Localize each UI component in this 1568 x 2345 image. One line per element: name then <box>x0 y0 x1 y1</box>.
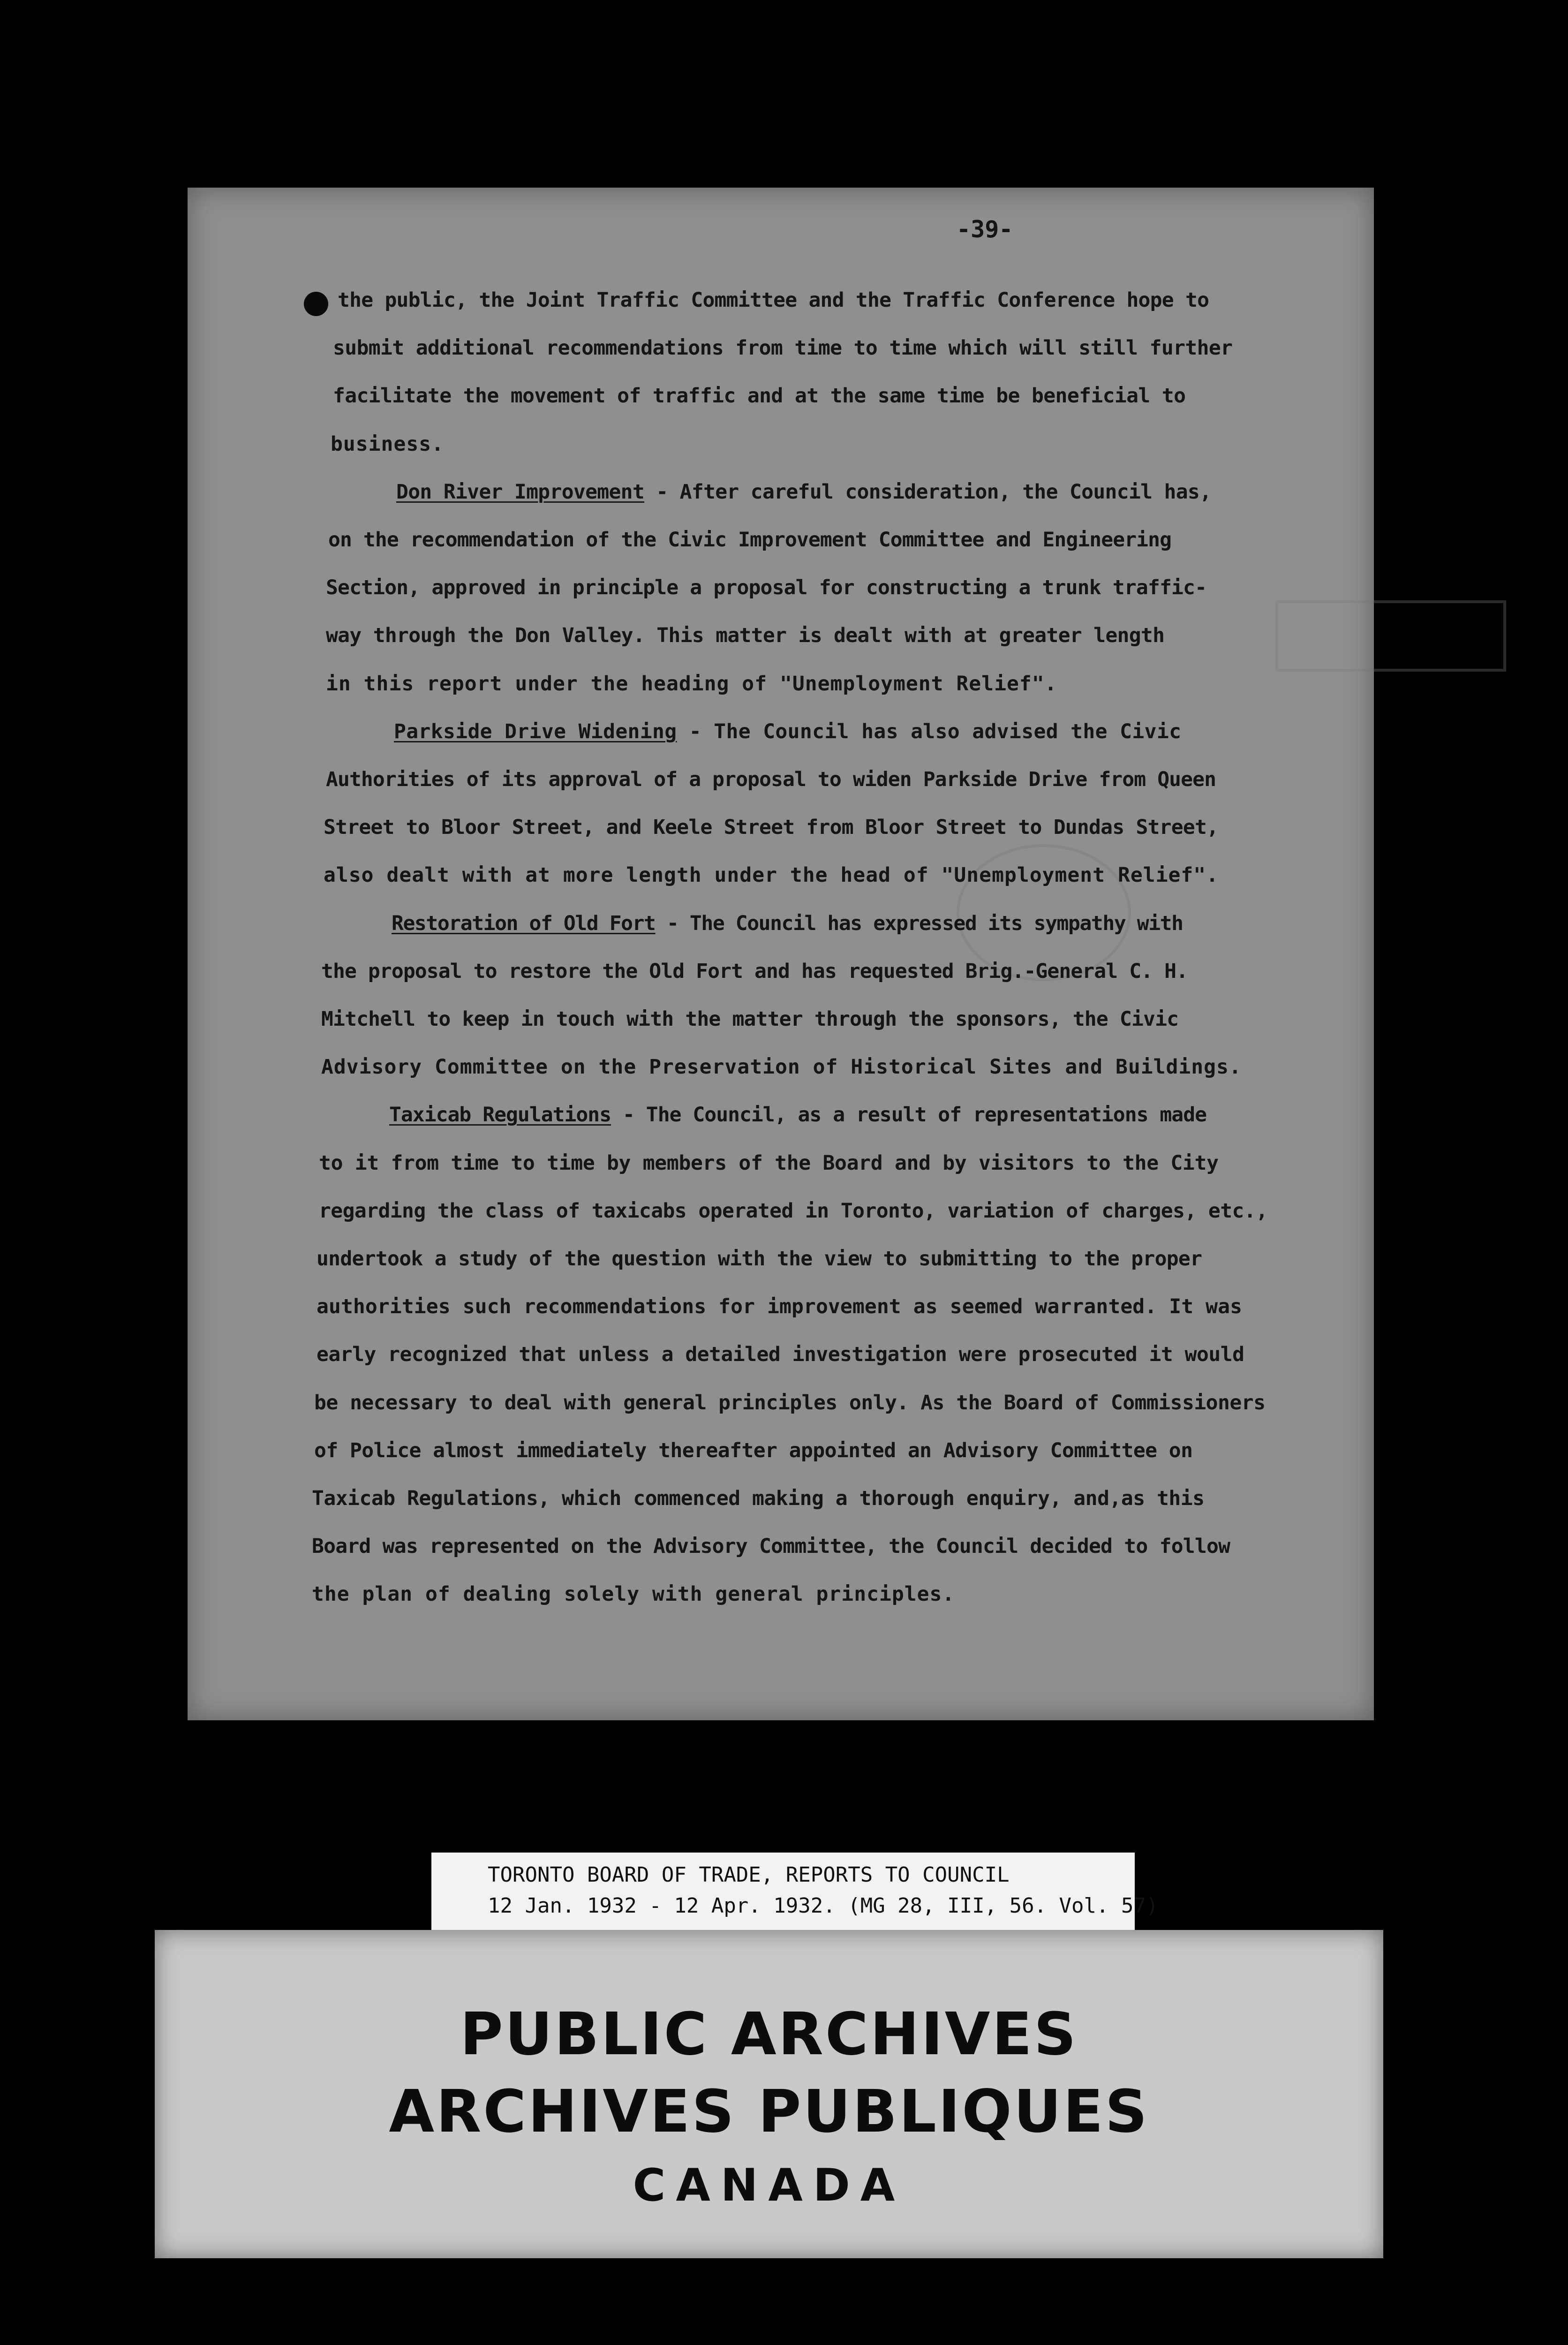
text-line <box>317 1247 1202 1271</box>
text-segment: - The Council has also advised the Civic <box>677 719 1182 743</box>
text-line <box>333 384 1185 408</box>
text-line <box>312 1582 955 1606</box>
text-segment: facilitate the movement of traffic and at the same time be beneficial to <box>333 384 1186 408</box>
text-segment: the public, the Joint Traffic Committee and the Traffic Conference hope to <box>338 288 1209 312</box>
text-segment: - After careful consideration, the Council has, <box>644 480 1212 504</box>
text-line <box>319 1151 1219 1175</box>
text-segment: submit additional recommendations from time to time which will still further <box>333 336 1233 360</box>
text-segment: the plan of dealing solely with general principles. <box>312 1582 955 1606</box>
text-segment: Taxicab Regulations, which commenced making a thorough enquiry, and,as this <box>312 1487 1205 1510</box>
text-line <box>314 1391 1265 1415</box>
text-segment: in this report under the heading of "Unemployment Relief". <box>326 672 1057 696</box>
faint-stamp-mark <box>1275 600 1506 672</box>
text-segment: undertook a study of the question with the view to submitting to the proper <box>317 1247 1202 1271</box>
text-segment: - The Council, as a result of representations made <box>611 1103 1206 1127</box>
reference-line-1: TORONTO BOARD OF TRADE, REPORTS TO COUNCIL <box>488 1863 1010 1887</box>
punch-hole-dot <box>304 292 328 316</box>
text-line <box>314 1439 1192 1462</box>
text-segment: Mitchell to keep in touch with the matter through the sponsors, the Civic <box>321 1007 1179 1031</box>
text-line <box>396 480 1211 504</box>
text-segment: business. <box>331 432 444 456</box>
text-line <box>319 1199 1267 1223</box>
text-line <box>326 624 1164 647</box>
text-line <box>312 1535 1230 1558</box>
text-line <box>389 1103 1206 1127</box>
text-line <box>331 432 444 456</box>
section-heading: Taxicab Regulations <box>389 1103 611 1127</box>
text-segment: also dealt with at more length under the head of "Unemployment Relief". <box>324 863 1219 887</box>
archive-reference-label <box>431 1853 1159 1935</box>
text-line <box>324 816 1218 839</box>
text-line <box>321 1007 1178 1031</box>
text-segment: to it from time to time by members of the Board and by visitors to the City <box>319 1151 1219 1175</box>
banner-country: CANADA <box>633 2160 905 2211</box>
text-segment: the proposal to restore the Old Fort and has requested Brig.-General C. H. <box>321 959 1188 983</box>
text-line <box>328 528 1171 552</box>
section-heading: Don River Improvement <box>396 480 645 504</box>
text-line <box>392 912 1183 935</box>
text-line <box>326 576 1206 599</box>
text-line <box>312 1487 1204 1510</box>
text-segment: of Police almost immediately thereafter appointed an Advisory Committee on <box>314 1438 1193 1462</box>
text-segment: early recognized that unless a detailed investigation were prosecuted it would <box>317 1343 1244 1367</box>
public-archives-banner <box>155 1930 1383 2258</box>
text-segment: way through the Don Valley. This matter is dealt with at greater length <box>326 624 1165 648</box>
text-line <box>326 672 1057 696</box>
text-line <box>317 1295 1242 1318</box>
text-segment: on the recommendation of the Civic Improvement Committee and Engineering <box>328 528 1172 552</box>
text-segment: Authorities of its approval of a proposal to widen Parkside Drive from Queen <box>326 768 1216 791</box>
text-line <box>333 336 1232 360</box>
text-segment: Street to Bloor Street, and Keele Street from Bloor Street to Dundas Street, <box>324 816 1219 840</box>
text-line <box>317 1343 1244 1366</box>
section-heading: Restoration of Old Fort <box>392 911 656 935</box>
text-segment: Advisory Committee on the Preservation of Historical Sites and Buildings. <box>321 1055 1242 1079</box>
text-segment: authorities such recommendations for improvement as seemed warranted. It was <box>317 1295 1243 1319</box>
banner-title-french: ARCHIVES PUBLIQUES <box>389 2078 1149 2146</box>
document-page <box>188 188 1374 1720</box>
section-heading: Parkside Drive Widening <box>394 719 677 743</box>
text-segment: Board was represented on the Advisory Committee, the Council decided to follow <box>312 1535 1230 1558</box>
banner-title-english: PUBLIC ARCHIVES <box>460 2000 1078 2068</box>
text-line <box>324 863 1219 887</box>
text-segment: Section, approved in principle a proposal for constructing a trunk traffic- <box>326 576 1207 600</box>
text-line <box>326 768 1216 791</box>
text-segment: be necessary to deal with general principles only. As the Board of Commissioners <box>314 1391 1266 1415</box>
text-segment: - The Council has expressed its sympathy with <box>655 911 1183 935</box>
reference-line-2: 12 Jan. 1932 - 12 Apr. 1932. (MG 28, III, 56. Vol. 57) <box>488 1894 1159 1918</box>
text-line <box>321 960 1188 983</box>
text-line <box>394 720 1181 743</box>
text-segment: regarding the class of taxicabs operated in Toronto, variation of charges, etc., <box>319 1199 1268 1223</box>
text-line <box>338 288 1209 312</box>
page-number: -39- <box>957 216 1013 243</box>
text-line <box>321 1055 1242 1079</box>
